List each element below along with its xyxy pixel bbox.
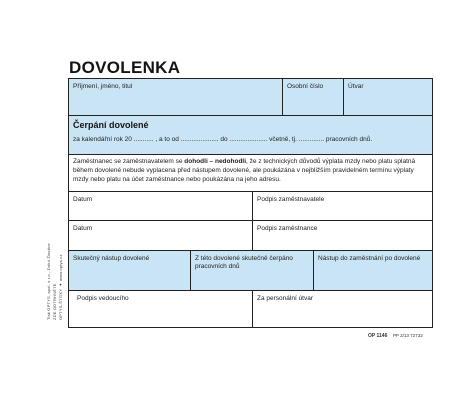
side-print-info xyxy=(46,150,63,320)
personal-number-label: Osobní číslo xyxy=(287,83,324,90)
leave-form xyxy=(68,78,433,328)
employee-signature-row xyxy=(69,221,432,251)
date-label: Datum xyxy=(73,225,93,232)
agreement-text-start: Zaměstnanec se zaměstnavatelem se xyxy=(73,158,185,165)
return-label: Nástup do zaměstnání po dovolené xyxy=(318,255,421,262)
employee-row xyxy=(69,79,432,116)
agreement-text xyxy=(73,158,428,184)
name-field[interactable] xyxy=(69,79,282,115)
tear-off-note: ZDE ODTRHNĚTE xyxy=(52,283,57,320)
agreement-choice[interactable]: dohodli – nedohodli xyxy=(184,158,247,165)
form-code-number: OP 1146 xyxy=(368,333,388,339)
manager-signature-field[interactable] xyxy=(69,291,252,327)
days-used-label: Z této dovolené skutečně čerpáno pracovních dnů xyxy=(195,255,293,270)
agreement-row xyxy=(69,155,432,192)
leave-period-sentence: za kalendářní rok 20 ........... , a to od ..................... do ..................... včetně, tj. .............. pracovních dnů. xyxy=(73,136,373,143)
date-label: Datum xyxy=(73,196,93,203)
employer-signature-field[interactable] xyxy=(253,192,433,220)
employee-signature-field[interactable] xyxy=(253,221,433,250)
printer-info: Tisk OPTYS, spol. s r.o., Dolní Životice xyxy=(46,243,51,320)
approval-row xyxy=(69,291,432,327)
form-reference: PP 2/13 72732 xyxy=(393,333,423,338)
form-code xyxy=(368,333,387,339)
agreement-text-end: , že z technických důvodů výplata mzdy nebo platu splatná během dovolené nebude vyplacena před nástupem dovolené, ale poukázána v nejbližším pravidelném termínu výplaty mzdy nebo platu na účet zaměstnance nebo poukázána na jeho adresu. xyxy=(73,158,416,183)
date-field[interactable] xyxy=(69,221,252,250)
actual-start-label: Skutečný nástup dovolené xyxy=(73,255,150,262)
hr-label: Za personální útvar xyxy=(257,295,314,302)
leave-heading: Čerpání dovolené xyxy=(73,120,149,130)
actual-leave-row xyxy=(69,251,432,291)
employer-signature-label: Podpis zaměstnavatele xyxy=(257,196,325,203)
publisher-info: OPTYS-ŠTÍTKY ● www.optys.cz xyxy=(58,254,63,320)
department-label: Útvar xyxy=(348,83,364,90)
personal-number-field[interactable] xyxy=(283,79,343,115)
days-used-field[interactable] xyxy=(191,251,313,290)
return-field[interactable] xyxy=(314,251,432,290)
department-field[interactable] xyxy=(344,79,432,115)
employer-signature-row xyxy=(69,192,432,221)
name-label: Příjmení, jméno, titul xyxy=(73,83,133,90)
form-title: DOVOLENKA xyxy=(69,58,181,77)
date-field[interactable] xyxy=(69,192,252,220)
hr-field[interactable] xyxy=(253,291,433,327)
employee-signature-label: Podpis zaměstnance xyxy=(257,225,318,232)
leave-period-row[interactable] xyxy=(69,116,432,155)
manager-signature-label: Podpis vedoucího xyxy=(77,295,129,302)
actual-start-field[interactable] xyxy=(69,251,190,290)
